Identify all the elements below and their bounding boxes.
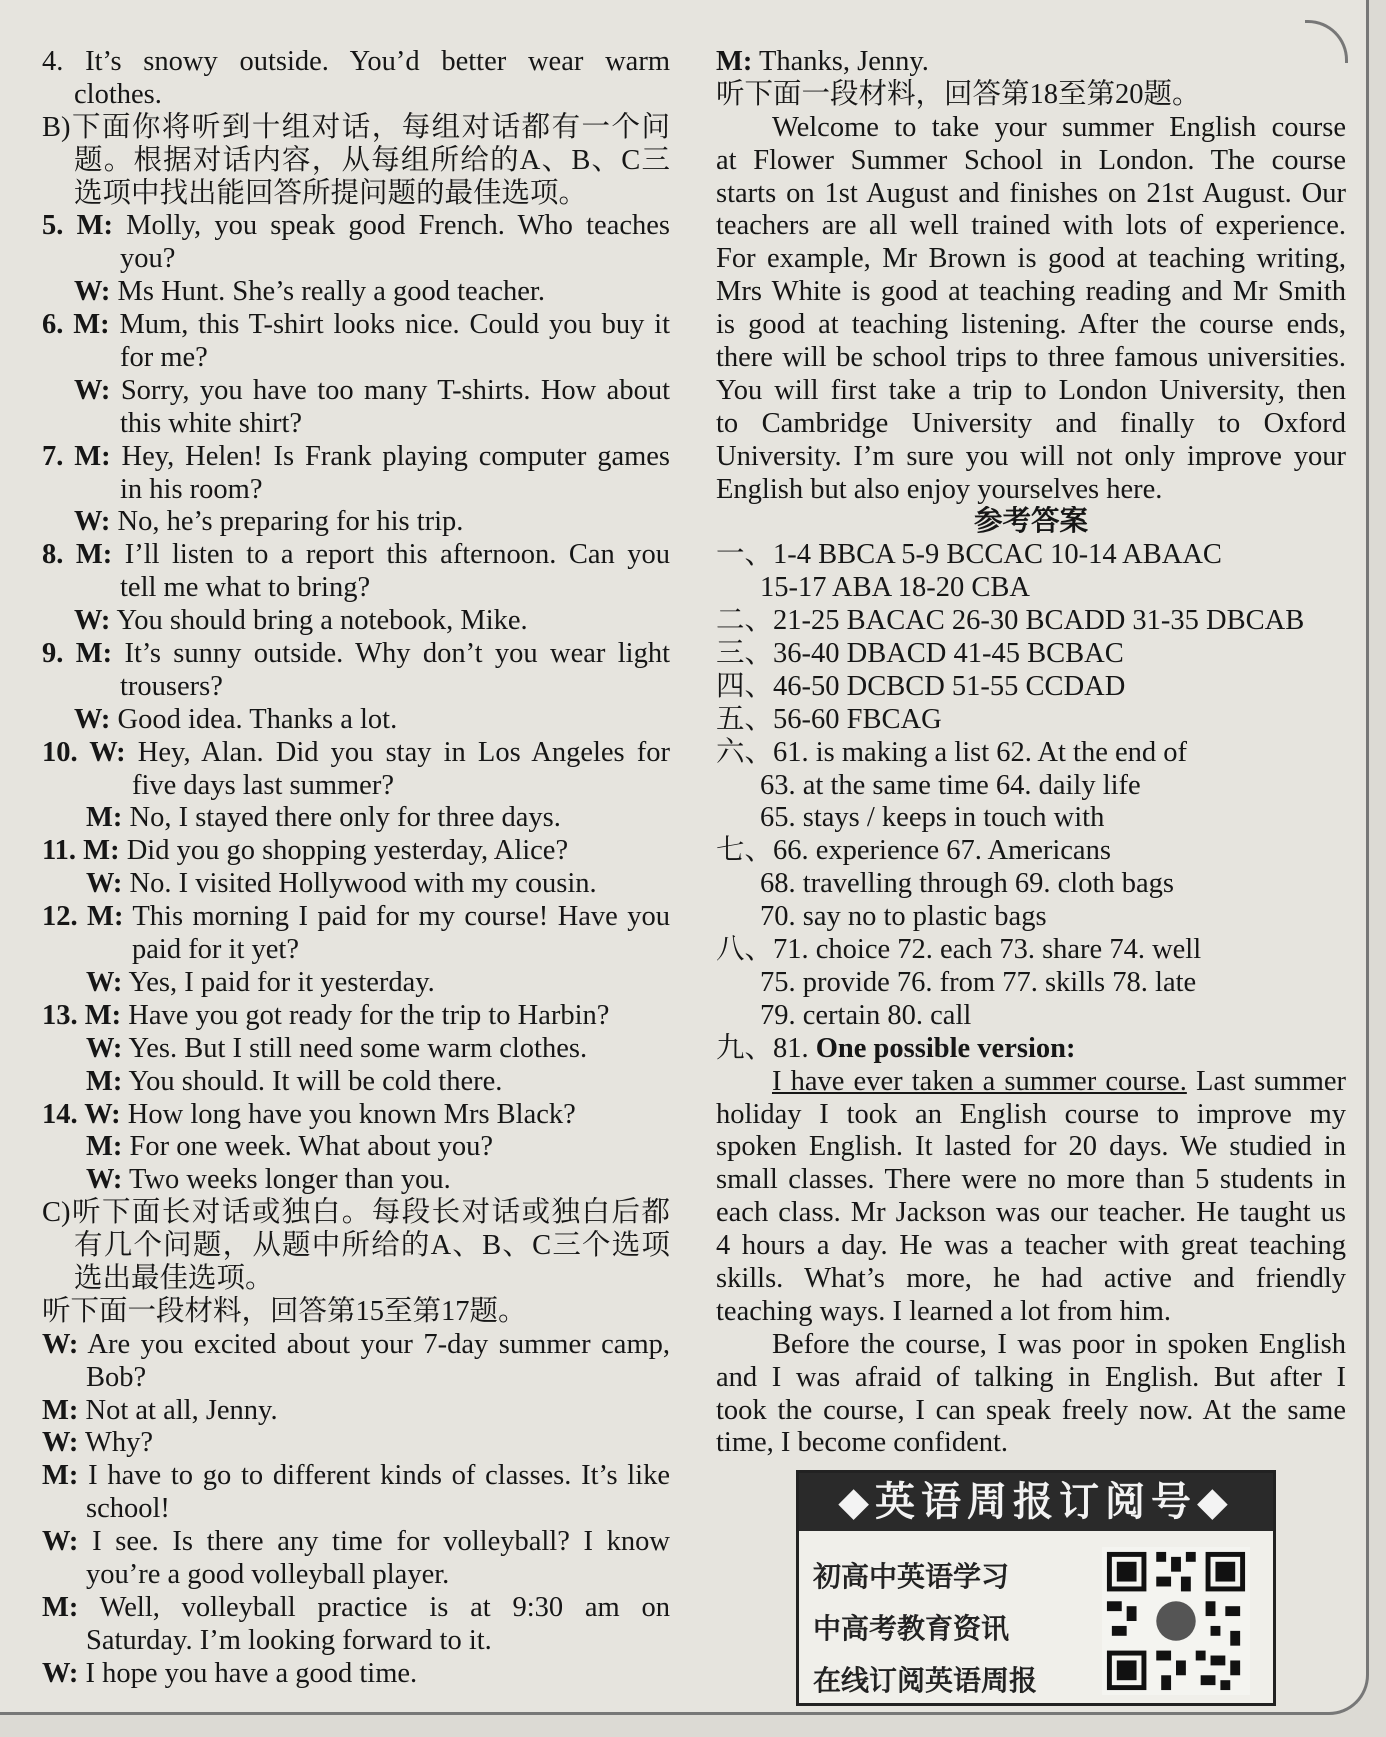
line-text: each class. Mr Jackson was our teacher. He taught us <box>716 1197 1346 1229</box>
line-text: C)听下面长对话或独白。每段长对话或独白后都 <box>42 1197 670 1229</box>
speaker-label: W: <box>42 1657 79 1689</box>
text-line <box>42 309 670 342</box>
line-text: For one week. What about you? <box>122 1131 494 1163</box>
line-text: 68. travelling through 69. cloth bags <box>760 868 1174 900</box>
line-text: Have you got ready for the trip to Harbin? <box>121 999 610 1031</box>
speaker-label: 12. M: <box>42 901 124 933</box>
speaker-label: W: <box>74 703 111 735</box>
line-text: small classes. There were no more than 5 students in <box>716 1164 1346 1196</box>
text-line <box>42 1625 670 1658</box>
line-text: 63. at the same time 64. daily life <box>760 769 1141 801</box>
speaker-label: M: <box>86 802 123 834</box>
line-text: clothes. <box>74 78 162 110</box>
line-text: there will be school trips to three famous universities. <box>716 342 1346 374</box>
line-text: Hey, Alan. Did you stay in Los Angeles for <box>125 736 670 768</box>
speaker-label: M: <box>86 1131 123 1163</box>
text-line <box>716 934 1346 967</box>
bold-text: One possible version: <box>815 1032 1076 1064</box>
text-line <box>42 243 670 276</box>
line-text: I have to go to different kinds of classes. It’s like <box>78 1460 670 1492</box>
speaker-label: W: <box>74 605 111 637</box>
text-line <box>716 1164 1346 1197</box>
ad-banner: ◆英语周报订阅号◆ <box>799 1473 1273 1531</box>
speaker-label: 10. W: <box>42 736 126 768</box>
text-line <box>42 539 670 572</box>
line-text: holiday I took an English course to improve my <box>716 1098 1346 1130</box>
line-text: Hey, Helen! Is Frank playing computer games <box>110 440 670 472</box>
line-text: How long have you known Mrs Black? <box>120 1098 576 1130</box>
text-line <box>42 1460 670 1493</box>
text-line <box>42 1263 670 1296</box>
text-line <box>716 276 1346 309</box>
line-text: 五、56-60 FBCAG <box>716 703 942 735</box>
right-column <box>716 46 1346 1460</box>
speaker-label: 7. M: <box>42 440 111 472</box>
text-line <box>716 737 1346 770</box>
line-text: Mrs White is good at teaching reading and Mr Smith <box>716 276 1346 308</box>
text-line <box>42 1658 670 1691</box>
line-text: Two weeks longer than you. <box>122 1164 451 1196</box>
line-text: 参考答案 <box>973 506 1088 538</box>
text-line <box>716 145 1346 178</box>
line-text: Mum, this T-shirt looks nice. Could you buy it <box>109 309 670 341</box>
line-text: starts on 1st August and finishes on 21st August. Our <box>716 177 1346 209</box>
speaker-label: W: <box>42 1328 79 1360</box>
line-text: 15-17 ABA 18-20 CBA <box>760 572 1030 604</box>
text-line <box>42 342 670 375</box>
text-line <box>42 737 670 770</box>
speaker-label: 8. M: <box>42 539 113 571</box>
speaker-label: 13. M: <box>42 999 122 1031</box>
ad-line: 中高考教育资讯 <box>813 1612 1010 1645</box>
text-line <box>716 309 1346 342</box>
text-line <box>42 276 670 309</box>
text-line <box>716 506 1346 539</box>
speaker-label: W: <box>86 868 123 900</box>
line-text: Thanks, Jenny. <box>752 46 929 77</box>
line-text: 79. certain 80. call <box>760 999 972 1031</box>
text-line <box>716 112 1346 145</box>
text-line <box>42 145 670 178</box>
text-line <box>716 441 1346 474</box>
line-text: to Cambridge University and finally to Oxford <box>716 407 1346 439</box>
text-line <box>42 178 670 211</box>
text-line <box>716 1066 1346 1099</box>
speaker-label: W: <box>74 506 111 538</box>
line-text: 九、81. <box>716 1032 816 1064</box>
text-line <box>42 1296 670 1329</box>
line-text: 听下面一段材料，回答第18至第20题。 <box>716 78 1201 110</box>
speaker-label: W: <box>42 1427 79 1459</box>
text-line <box>716 1033 1346 1066</box>
speaker-label: M: <box>716 46 753 77</box>
text-line <box>716 638 1346 671</box>
line-text: 75. provide 76. from 77. skills 78. late <box>760 966 1197 998</box>
text-line <box>42 46 670 79</box>
line-text: Welcome to take your summer English course <box>772 111 1346 143</box>
line-text: 听下面一段材料，回答第15至第17题。 <box>42 1295 527 1327</box>
line-text: skills. What’s more, he had active and friendly <box>716 1262 1346 1294</box>
line-text: Not at all, Jenny. <box>78 1394 278 1426</box>
text-line <box>42 1395 670 1428</box>
line-text: University. I’m sure you will not only improve your <box>716 440 1346 472</box>
subscription-ad <box>796 1470 1276 1706</box>
text-line <box>716 901 1346 934</box>
line-text: Last summer <box>1186 1065 1346 1097</box>
text-line <box>42 1559 670 1592</box>
text-line <box>42 112 670 145</box>
text-line <box>42 572 670 605</box>
line-text: 七、66. experience 67. Americans <box>716 835 1111 867</box>
text-line <box>716 342 1346 375</box>
line-text: No, he’s preparing for his trip. <box>110 506 464 538</box>
text-line <box>716 1329 1346 1362</box>
ad-line: 在线订阅英语周报 <box>813 1664 1038 1697</box>
line-text: paid for it yet? <box>132 934 299 966</box>
speaker-label: M: <box>42 1460 79 1492</box>
text-line <box>42 638 670 671</box>
text-line <box>716 79 1346 112</box>
text-line <box>716 539 1346 572</box>
line-text: is good at teaching listening. After the course ends, <box>716 309 1346 341</box>
text-line <box>42 671 670 704</box>
text-line <box>716 802 1346 835</box>
text-line <box>716 1099 1346 1132</box>
speaker-label: W: <box>42 1526 79 1558</box>
line-text: English but also enjoy yourselves here. <box>716 473 1163 505</box>
line-text: and I was afraid of talking in English. But after I <box>716 1361 1346 1393</box>
line-text: 选项中找出能回答所提问题的最佳选项。 <box>74 177 588 209</box>
text-line <box>716 1131 1346 1164</box>
text-line <box>42 375 670 408</box>
text-line <box>42 1000 670 1033</box>
text-line <box>716 1197 1346 1230</box>
text-line <box>42 1592 670 1625</box>
line-text: 题。根据对话内容，从每组所给的A、B、C三 <box>74 144 670 176</box>
line-text: Sorry, you have too many T-shirts. How about <box>110 374 670 406</box>
line-text: in his room? <box>120 473 263 505</box>
line-text: Ms Hunt. She’s really a good teacher. <box>110 276 545 308</box>
line-text: I hope you have a good time. <box>78 1657 418 1689</box>
line-text: You should. It will be cold there. <box>122 1065 503 1097</box>
line-text: 八、71. choice 72. each 73. share 74. well <box>716 934 1202 966</box>
speaker-label: 6. M: <box>42 309 110 341</box>
line-text: No, I stayed there only for three days. <box>122 802 561 834</box>
line-text: Molly, you speak good French. Who teaches <box>112 210 670 242</box>
text-line <box>42 1066 670 1099</box>
text-line <box>42 1329 670 1362</box>
line-text: 一、1-4 BBCA 5-9 BCCAC 10-14 ABAAC <box>716 539 1222 571</box>
text-line <box>716 572 1346 605</box>
line-text: Yes, I paid for it yesterday. <box>122 966 435 998</box>
text-line <box>42 1164 670 1197</box>
text-line <box>42 1427 670 1460</box>
line-text: teachers are all well trained with lots of experience. <box>716 210 1346 242</box>
text-line <box>716 375 1346 408</box>
text-line <box>42 1230 670 1263</box>
text-line <box>716 605 1346 638</box>
text-line <box>42 474 670 507</box>
speaker-label: W: <box>74 374 111 406</box>
line-text: No. I visited Hollywood with my cousin. <box>122 868 597 900</box>
speaker-label: 5. M: <box>42 210 113 242</box>
line-text: 4. It’s snowy outside. You’d better wear warm <box>42 46 670 77</box>
line-text: 70. say no to plastic bags <box>760 901 1047 933</box>
text-line <box>716 770 1346 803</box>
text-line <box>42 605 670 638</box>
line-text: teaching ways. I learned a lot from him. <box>716 1295 1172 1327</box>
text-line <box>42 408 670 441</box>
speaker-label: W: <box>86 1032 123 1064</box>
text-line <box>716 1362 1346 1395</box>
line-text: spoken English. It lasted for 20 days. We studied in <box>716 1131 1346 1163</box>
text-line <box>42 1493 670 1526</box>
line-text: You will first take a trip to London University, then <box>716 374 1346 406</box>
text-line <box>42 210 670 243</box>
line-text: Good idea. Thanks a lot. <box>110 703 398 735</box>
line-text: school! <box>86 1493 170 1525</box>
text-line <box>42 441 670 474</box>
line-text: tell me what to bring? <box>120 572 371 604</box>
speaker-label: W: <box>86 1164 123 1196</box>
line-text: Did you go shopping yesterday, Alice? <box>119 835 569 867</box>
text-line <box>716 671 1346 704</box>
text-line <box>716 474 1346 507</box>
text-line <box>42 835 670 868</box>
text-line <box>42 802 670 835</box>
speaker-label: 14. W: <box>42 1098 121 1130</box>
line-text: Are you excited about your 7-day summer camp, <box>78 1328 670 1360</box>
text-line <box>42 1362 670 1395</box>
text-line <box>42 1099 670 1132</box>
line-text: You should bring a notebook, Mike. <box>110 605 528 637</box>
text-line <box>42 1197 670 1230</box>
text-line <box>716 46 1346 79</box>
text-line <box>42 1526 670 1559</box>
text-line <box>42 704 670 737</box>
text-line <box>716 868 1346 901</box>
line-text: 三、36-40 DBACD 41-45 BCBAC <box>716 638 1124 670</box>
ad-line: 初高中英语学习 <box>813 1560 1010 1593</box>
line-text: you? <box>120 243 176 275</box>
speaker-label: 9. M: <box>42 638 113 670</box>
speaker-label: W: <box>86 966 123 998</box>
text-line <box>716 967 1346 1000</box>
text-line <box>716 1296 1346 1329</box>
text-line <box>716 1395 1346 1428</box>
speaker-label: M: <box>42 1591 79 1623</box>
line-text: Well, volleyball practice is at 9:30 am on <box>78 1591 670 1623</box>
line-text: this white shirt? <box>120 407 303 439</box>
line-text: Yes. But I still need some warm clothes. <box>122 1032 588 1064</box>
line-text: time, I become confident. <box>716 1427 1009 1459</box>
line-text: Before the course, I was poor in spoken English <box>772 1328 1346 1360</box>
speaker-label: M: <box>86 1065 123 1097</box>
line-text: For example, Mr Brown is good at teaching writing, <box>716 243 1346 275</box>
text-line <box>42 934 670 967</box>
line-text: Bob? <box>86 1361 147 1393</box>
text-line <box>716 243 1346 276</box>
text-line <box>716 1427 1346 1460</box>
line-text: 选出最佳选项。 <box>74 1262 274 1294</box>
line-text: 二、21-25 BACAC 26-30 BCADD 31-35 DBCAB <box>716 605 1305 637</box>
text-line <box>716 178 1346 211</box>
text-line <box>716 835 1346 868</box>
qr-code-icon[interactable] <box>1101 1547 1251 1695</box>
text-line <box>716 1263 1346 1296</box>
line-text: B)下面你将听到十组对话，每组对话都有一个问 <box>42 111 670 143</box>
text-line <box>42 868 670 901</box>
text-line <box>716 408 1346 441</box>
line-text: for me? <box>120 342 208 374</box>
text-line <box>42 967 670 1000</box>
text-line <box>716 1000 1346 1033</box>
line-text: Saturday. I’m looking forward to it. <box>86 1624 492 1656</box>
line-text: 六、61. is making a list 62. At the end of <box>716 736 1188 768</box>
text-line <box>42 79 670 112</box>
line-text: five days last summer? <box>132 769 394 801</box>
speaker-label: 11. M: <box>42 835 120 867</box>
text-line <box>42 506 670 539</box>
line-text: 4 hours a day. He was a teacher with great teaching <box>716 1230 1346 1262</box>
line-text: at Flower Summer School in London. The course <box>716 144 1346 176</box>
line-text: I’ll listen to a report this afternoon. Can you <box>112 539 670 571</box>
text-line <box>42 1131 670 1164</box>
line-text: took the course, I can speak freely now. At the same <box>716 1394 1346 1426</box>
left-column <box>42 46 670 1691</box>
speaker-label: W: <box>74 276 111 308</box>
text-line <box>42 770 670 803</box>
line-text: I see. Is there any time for volleyball? I know <box>78 1526 670 1558</box>
line-text: Why? <box>78 1427 154 1459</box>
line-text: 有几个问题，从题中所给的A、B、C三个选项 <box>74 1230 670 1262</box>
line-text: you’re a good volleyball player. <box>86 1558 450 1590</box>
text-line <box>42 1033 670 1066</box>
ad-lines <box>813 1551 1063 1707</box>
text-line <box>716 1230 1346 1263</box>
text-line <box>716 704 1346 737</box>
line-text: This morning I paid for my course! Have you <box>123 901 670 933</box>
line-text: It’s sunny outside. Why don’t you wear light <box>112 638 670 670</box>
line-text: 65. stays / keeps in touch with <box>760 802 1105 834</box>
text-line <box>42 901 670 934</box>
speaker-label: M: <box>42 1394 79 1426</box>
text-line <box>716 210 1346 243</box>
line-text: 四、46-50 DCBCD 51-55 CCDAD <box>716 670 1126 702</box>
underlined-sentence: I have ever taken a summer course. <box>772 1065 1187 1097</box>
line-text: trousers? <box>120 670 223 702</box>
